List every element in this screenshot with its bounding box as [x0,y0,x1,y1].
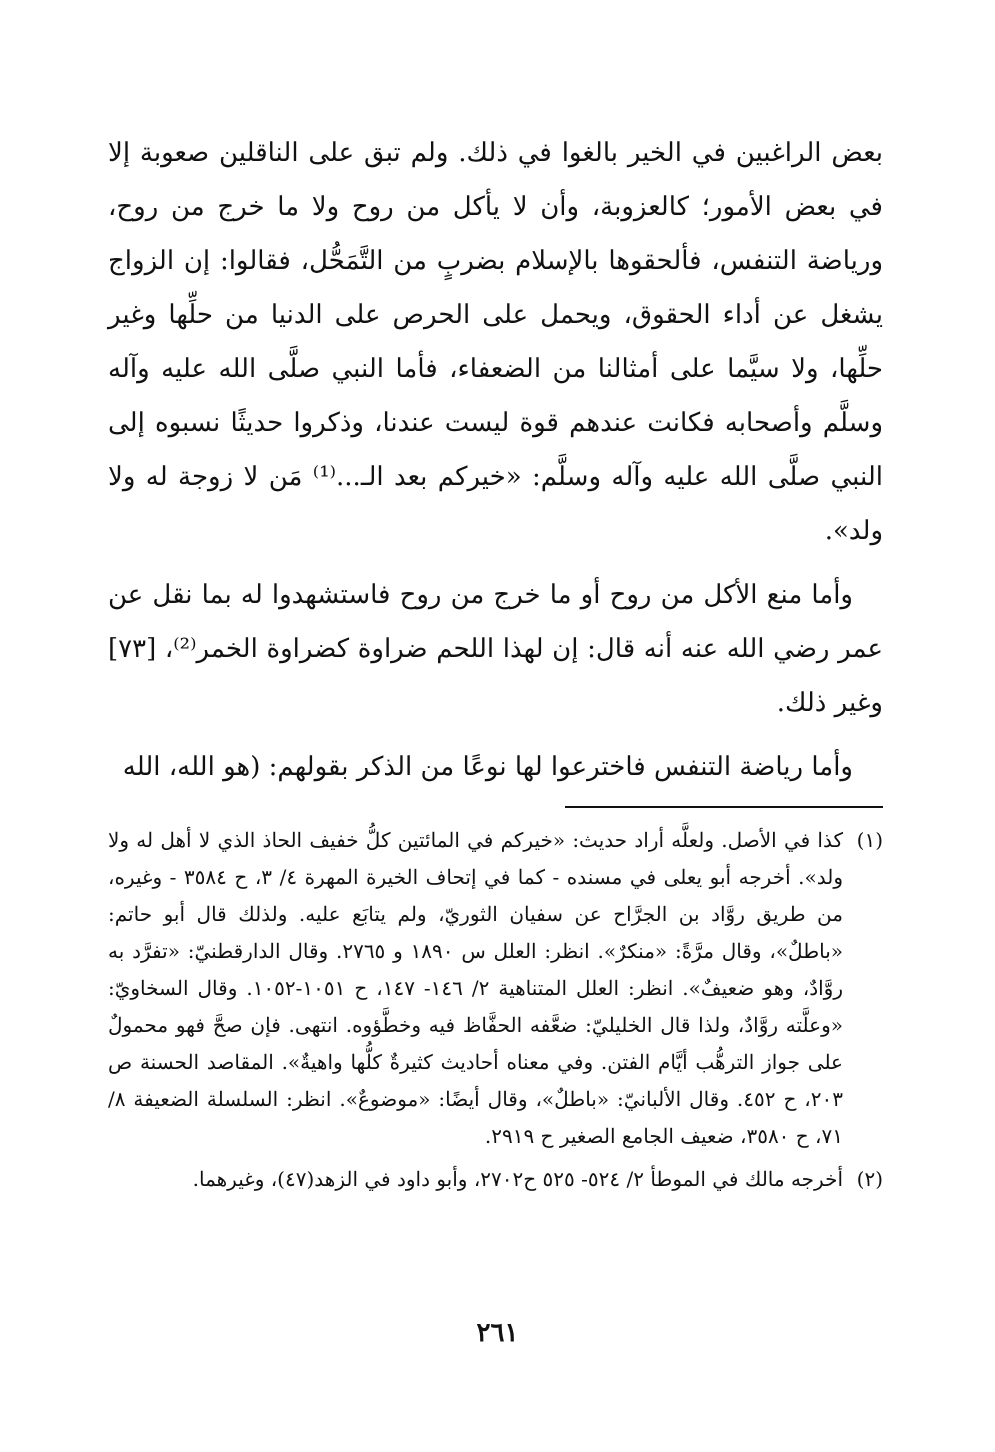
footnote-1 [108,822,883,1155]
body-paragraph-1: بعض الراغبين في الخير بالغوا في ذلك. ولم تبق على الناقلين صعوبة إلا في بعض الأمور؛ كالعزوبة، وأن لا يأكل من روح ولا ما خرج من روح، ورياضة التنفس، فألحقوها بالإسلام بضربٍ من التَّمَحُّل، فقالوا: إن الزواج يشغل عن أداء الحقوق، ويحمل على الحرص على الدنيا من حلِّها وغير حلِّها، ولا سيَّما على أمثالنا من الضعفاء، فأما النبي صلَّى الله عليه وآله وسلَّم وأصحابه فكانت عندهم قوة ليست عندنا، وذكروا حديثًا نسبوه إلى النبي صلَّى الله عليه وآله وسلَّم: «خيركم بعد الـ...⁽¹⁾ مَن لا زوجة له ولا ولد». [108,138,884,546]
main-text [108,126,883,794]
body-paragraph-3: وأما رياضة التنفس فاخترعوا لها نوعًا من الذكر بقولهم: (هو الله، الله [122,752,853,782]
footnote-text: كذا في الأصل. ولعلَّه أراد حديث: «خيركم في المائتين كلُّ خفيف الحاذ الذي لا أهل له ولا ولد». أخرجه أبو يعلى في مسنده - كما في إتحاف الخيرة المهرة ٤/ ٣، ح ٣٥٨٤ - وغيره، من طريق روَّاد بن الجرَّاح عن سفيان الثوريّ، ولم يتابَع عليه. ولذلك قال أبو حاتم: «باطلٌ»، وقال مرَّةً: «منكرٌ». انظر: العلل س ١٨٩٠ و ٢٧٦٥. وقال الدارقطنيّ: «تفرَّد به روَّادٌ، وهو ضعيفٌ». انظر: العلل المتناهية ٢/ ١٤٦- ١٤٧، ح ١٠٥١-١٠٥٢. وقال السخاويّ: «وعلَّته روَّادٌ، ولذا قال الخليليّ: ضعَّفه الحفَّاظ فيه وخطَّؤوه. انتهى. فإن صحَّ فهو محمولٌ على جواز الترهُّب أيَّام الفتن. وفي معناه أحاديث كثيرةٌ كلُّها واهيةٌ». المقاصد الحسنة ص ٢٠٣، ح ٤٥٢. وقال الألبانيّ: «باطلٌ»، وقال أيضًا: «موضوعٌ». انظر: السلسلة الضعيفة ٨/ ٧١، ح ٣٥٨٠، ضعيف الجامع الصغير ح ٢٩١٩. [108,828,844,1148]
footnote-text: أخرجه مالك في الموطأ ٢/ ٥٢٤- ٥٢٥ ح٢٧٠٢، وأبو داود في الزهد(٤٧)، وغيرهما. [192,1167,843,1191]
footnote-marker: (٢) [856,1167,883,1191]
footnote-marker: (١) [856,828,883,852]
footnote-2 [108,1161,883,1198]
page-number: ٢٦١ [476,1318,519,1348]
footnotes [108,822,883,1198]
body-paragraph-2: وأما منع الأكل من روح أو ما خرج من روح فاستشهدوا له بما نقل عن عمر رضي الله عنه أنه قال: إن لهذا اللحم ضراوة كضراوة الخمر⁽²⁾، [٧٣] وغير ذلك. [108,580,883,718]
footnote-separator [565,806,883,808]
